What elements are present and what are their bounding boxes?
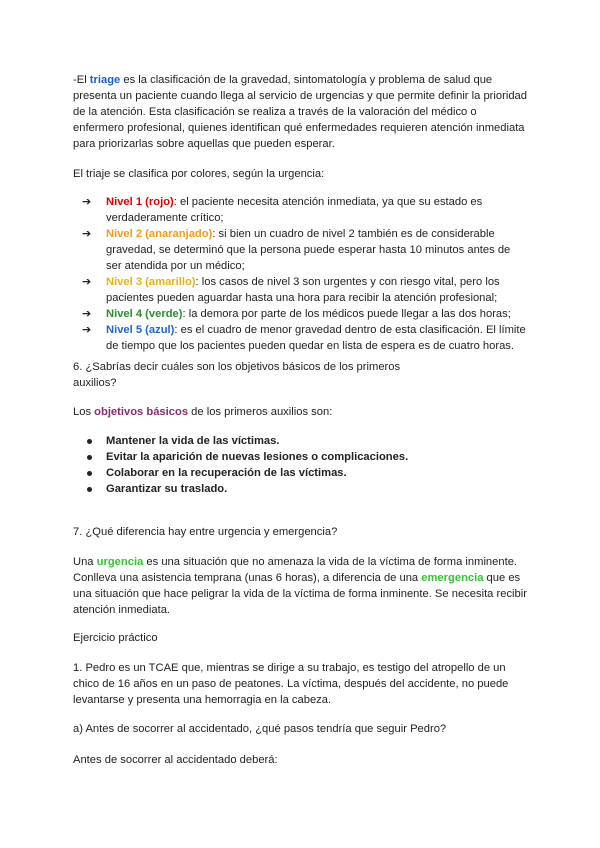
exercise-title: Ejercicio práctico: [73, 632, 158, 644]
objectives-prefix: Los: [73, 406, 95, 418]
triage-level-1: [73, 194, 528, 226]
level-label: Nivel 4 (verde): [106, 308, 183, 320]
triage-level-4: [73, 306, 528, 322]
arrow-icon: ➔: [82, 323, 92, 336]
question-6: 6. ¿Sabrías decir cuáles son los objetivos básicos de los primeros auxilios?: [73, 361, 401, 389]
intro-text: es la clasificación de la gravedad, sintomatología y problema de salud que presenta un paciente cuando llega al servicio de urgencias y que permite definir la prioridad de la atención. Esta clasificación se realiza a través de la valoración del médico o enfermero profesional, quienes identifican qué enfermedades requieren atención inmediata para priorizarlas sobre aquellas que pueden esperar.: [73, 74, 527, 150]
bullet-icon: [87, 471, 92, 476]
triage-term: triage: [89, 74, 121, 86]
level-label: Nivel 1 (rojo): [106, 196, 174, 208]
question-a: a) Antes de socorrer al accidentado, ¿qué pasos tendría que seguir Pedro?: [73, 723, 447, 735]
bullet-icon: [87, 439, 92, 444]
level-text: es el cuadro de menor gravedad dentro de esta clasificación. El límite de tiempo que los pacientes pueden quedar en lista de espera es de cuatro horas.: [106, 324, 526, 352]
objective-item: [73, 481, 528, 497]
level-text: si bien un cuadro de nivel 2 también es de considerable gravedad, se determinó que la persona puede esperar hasta 10 minutos antes de ser atendida por un médico;: [106, 228, 511, 272]
urgencia-term: urgencia: [96, 556, 144, 568]
objectives-intro: [73, 404, 528, 420]
level-text: los casos de nivel 3 son urgentes y con riesgo vital, pero los pacientes pueden aguardar hasta una hora para recibir la atención profesional;: [106, 276, 500, 304]
objectives-term: objetivos básicos: [94, 406, 189, 418]
arrow-icon: ➔: [82, 227, 92, 240]
colors-intro: El triaje se clasifica por colores, según la urgencia:: [73, 168, 325, 180]
objectives-list: [73, 433, 528, 497]
objective-text: Mantener la vida de las víctimas.: [106, 435, 280, 447]
emergencia-term: emergencia: [421, 572, 484, 584]
level-colon: :: [174, 324, 178, 336]
bullet-icon: [87, 487, 92, 492]
triage-definition: [73, 72, 528, 152]
level-colon: :: [212, 228, 216, 240]
triage-level-2: [73, 226, 528, 274]
level-label: Nivel 5 (azul): [106, 324, 175, 336]
objective-text: Garantizar su traslado.: [106, 483, 228, 495]
triage-level-list: [73, 194, 528, 354]
triage-level-3: [73, 274, 528, 306]
objective-item: [73, 433, 528, 449]
triage-level-5: [73, 322, 528, 354]
answer7-part: Una: [73, 556, 97, 568]
arrow-icon: ➔: [82, 307, 92, 320]
level-label: Nivel 3 (amarillo): [106, 276, 196, 288]
objectives-suffix: de los primeros auxilios son:: [188, 406, 333, 418]
objective-text: Evitar la aparición de nuevas lesiones o complicaciones.: [106, 451, 409, 463]
case-1: 1. Pedro es un TCAE que, mientras se dirige a su trabajo, es testigo del atropello de un chico de 16 años en un paso de peatones. La víctima, después del accidente, no puede levantarse y presenta una hemorragia en la cabeza.: [73, 662, 509, 706]
answer7-part: es una situación que no amenaza la vida de la víctima de forma inminente. Conlleva una asistencia temprana (unas 6 horas), a diferencia de una: [73, 556, 518, 584]
answer-7: [73, 554, 528, 618]
level-text: la demora por parte de los médicos puede llegar a las dos horas;: [185, 308, 511, 320]
level-colon: :: [182, 308, 186, 320]
level-colon: :: [173, 196, 177, 208]
answer7-part: que es una situación que hace peligrar la vida de la víctima de forma inminente. Se necesita recibir atención inmediata.: [73, 572, 527, 616]
arrow-icon: ➔: [82, 275, 92, 288]
level-label: Nivel 2 (anaranjado): [106, 228, 213, 240]
objective-text: Colaborar en la recuperación de las víctimas.: [106, 467, 347, 479]
bullet-icon: [87, 455, 92, 460]
answer-a: Antes de socorrer al accidentado deberá:: [73, 754, 278, 766]
objective-item: [73, 449, 528, 465]
arrow-icon: ➔: [82, 195, 92, 208]
objective-item: [73, 465, 528, 481]
level-colon: :: [195, 276, 199, 288]
question-7: 7. ¿Qué diferencia hay entre urgencia y emergencia?: [73, 526, 338, 538]
level-text: el paciente necesita atención inmediata, ya que su estado es verdaderamente crítico;: [106, 196, 483, 224]
intro-prefix: -El: [73, 74, 90, 86]
